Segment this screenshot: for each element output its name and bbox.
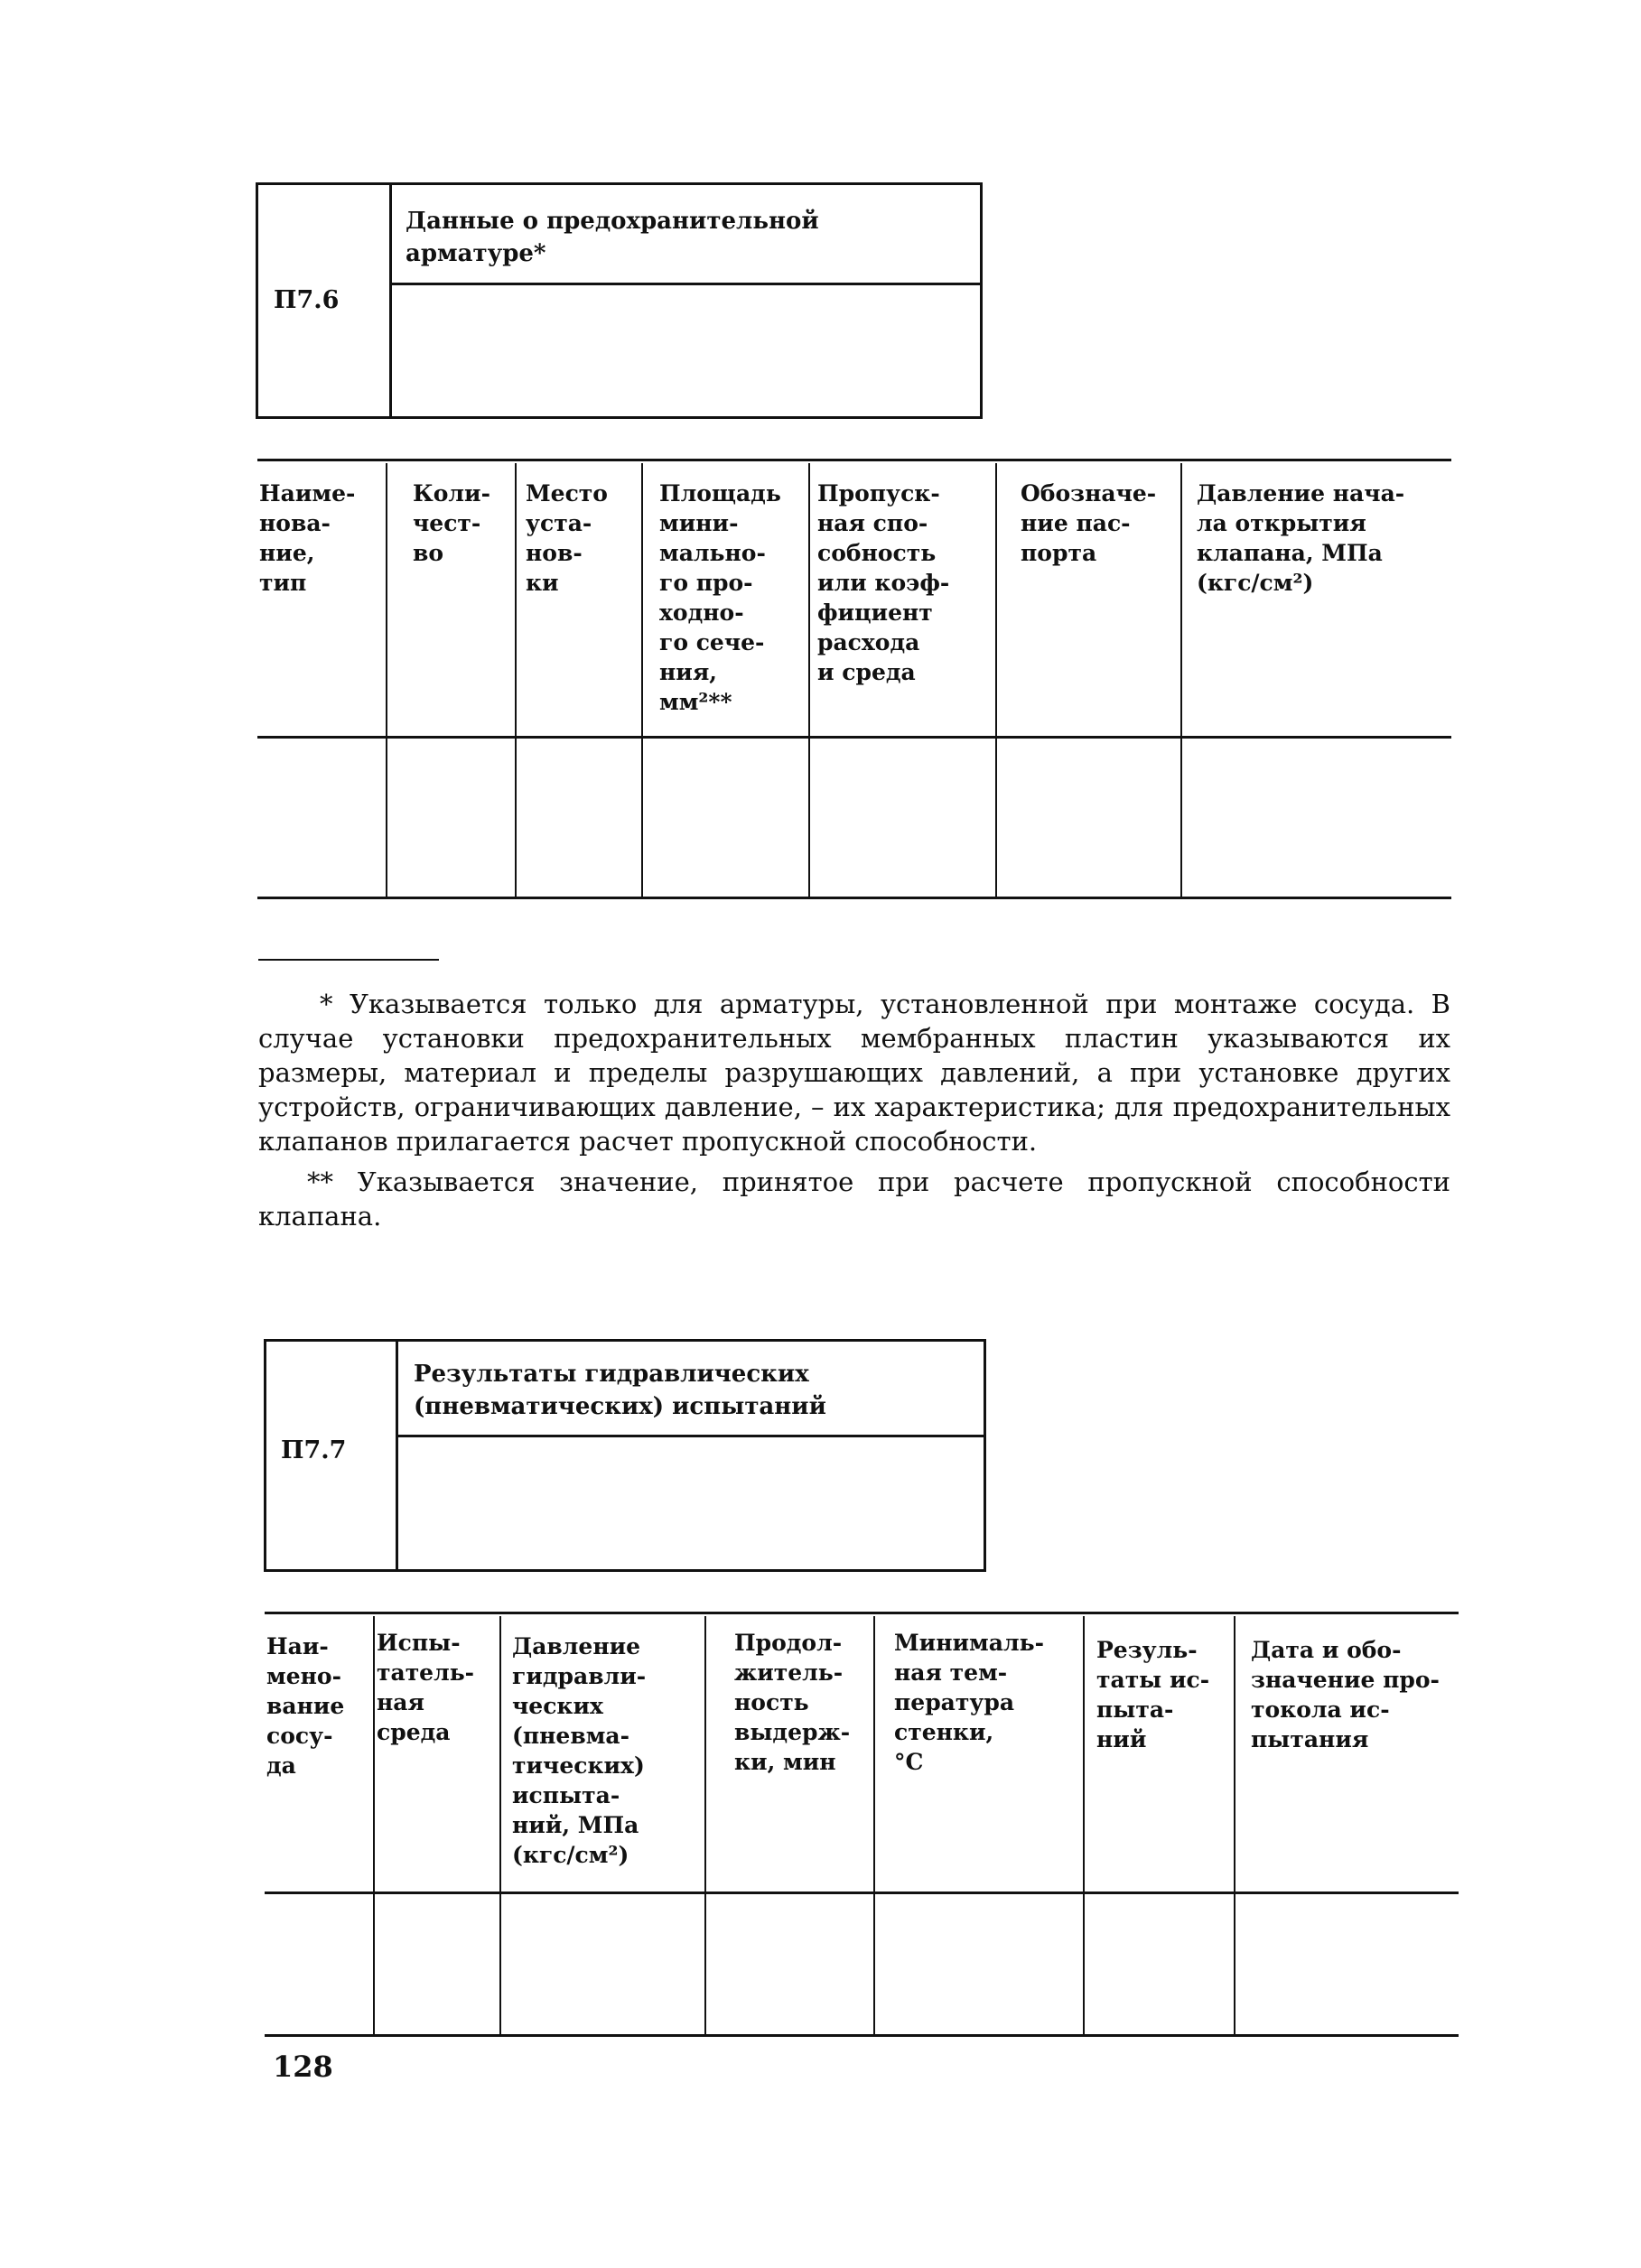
header-rule bbox=[389, 283, 980, 285]
page-number: 128 bbox=[273, 2050, 333, 2084]
column-divider bbox=[704, 1616, 706, 2034]
section-code: П7.7 bbox=[281, 1436, 347, 1464]
column-divider bbox=[1234, 1616, 1235, 2034]
header-divider bbox=[396, 1342, 398, 1569]
column-divider bbox=[499, 1616, 501, 2034]
table-top-rule bbox=[257, 459, 1451, 461]
column-header: Коли- чест- во bbox=[413, 480, 490, 566]
column-divider bbox=[386, 463, 387, 897]
column-header: Площадь мини- мально- го про- ходно- го сече- ния, мм²** bbox=[659, 480, 781, 715]
table-top-rule bbox=[265, 1612, 1459, 1614]
section-header-box-p7-6 bbox=[256, 182, 983, 419]
header-divider bbox=[389, 185, 392, 416]
column-divider bbox=[515, 463, 517, 897]
table-header-rule bbox=[265, 1892, 1459, 1894]
section-title: Результаты гидравлических (пневматических) испытаний bbox=[414, 1361, 826, 1420]
table-bottom-rule bbox=[257, 897, 1451, 899]
section-code: П7.6 bbox=[274, 286, 340, 314]
column-header: Пропуск- ная спо- собность или коэф- фициент расхода и среда bbox=[817, 480, 950, 685]
column-header: Испы- татель- ная среда bbox=[377, 1630, 475, 1745]
safety-valve-table bbox=[257, 459, 1451, 899]
table-header-rule bbox=[257, 736, 1451, 739]
column-divider bbox=[873, 1616, 875, 2034]
column-header: Минималь- ная тем- пература стенки, °С bbox=[894, 1630, 1044, 1775]
footnote-2: ** Указывается значение, принятое при расчете пропускной способности клапана. bbox=[258, 1167, 1450, 1232]
column-divider bbox=[1180, 463, 1182, 897]
column-divider bbox=[995, 463, 997, 897]
column-header: Давление нача- ла открытия клапана, МПа (кгс/см²) bbox=[1197, 480, 1405, 596]
footnote-1: * Указывается только для арматуры, установленной при монтаже сосуда. В случае установки предохранительных мембранных пластин указываются их размеры, материал и пределы разрушающих давлений, а при установке других устройств, ограничивающих давление, – их характеристика; для предохранительных клапанов прилагается расчет пропускной способности. bbox=[258, 989, 1450, 1157]
table-bottom-rule bbox=[265, 2034, 1459, 2037]
column-header: Место уста- нов- ки bbox=[526, 480, 608, 596]
column-divider bbox=[808, 463, 810, 897]
column-header: Наиме- нова- ние, тип bbox=[259, 480, 356, 596]
column-header: Обозначе- ние пас- порта bbox=[1021, 480, 1157, 566]
column-header: Дата и обо- значение про- токола ис- пытания bbox=[1251, 1637, 1440, 1752]
column-divider bbox=[373, 1616, 375, 2034]
header-rule bbox=[396, 1435, 984, 1437]
column-header: Продол- житель- ность выдерж- ки, мин bbox=[734, 1630, 851, 1775]
column-divider bbox=[641, 463, 643, 897]
section-header-box-p7-7 bbox=[264, 1339, 986, 1572]
column-header: Давление гидравли- ческих (пневма- тических) испыта- ний, МПа (кгс/см²) bbox=[512, 1633, 647, 1868]
section-title: Данные о предохранительной арматуре* bbox=[406, 208, 819, 267]
column-header: Наи- мено- вание сосу- да bbox=[266, 1633, 345, 1779]
column-divider bbox=[1083, 1616, 1085, 2034]
test-results-table bbox=[265, 1612, 1459, 2037]
column-header: Резуль- таты ис- пыта- ний bbox=[1096, 1637, 1210, 1752]
footnote-separator bbox=[258, 959, 439, 961]
